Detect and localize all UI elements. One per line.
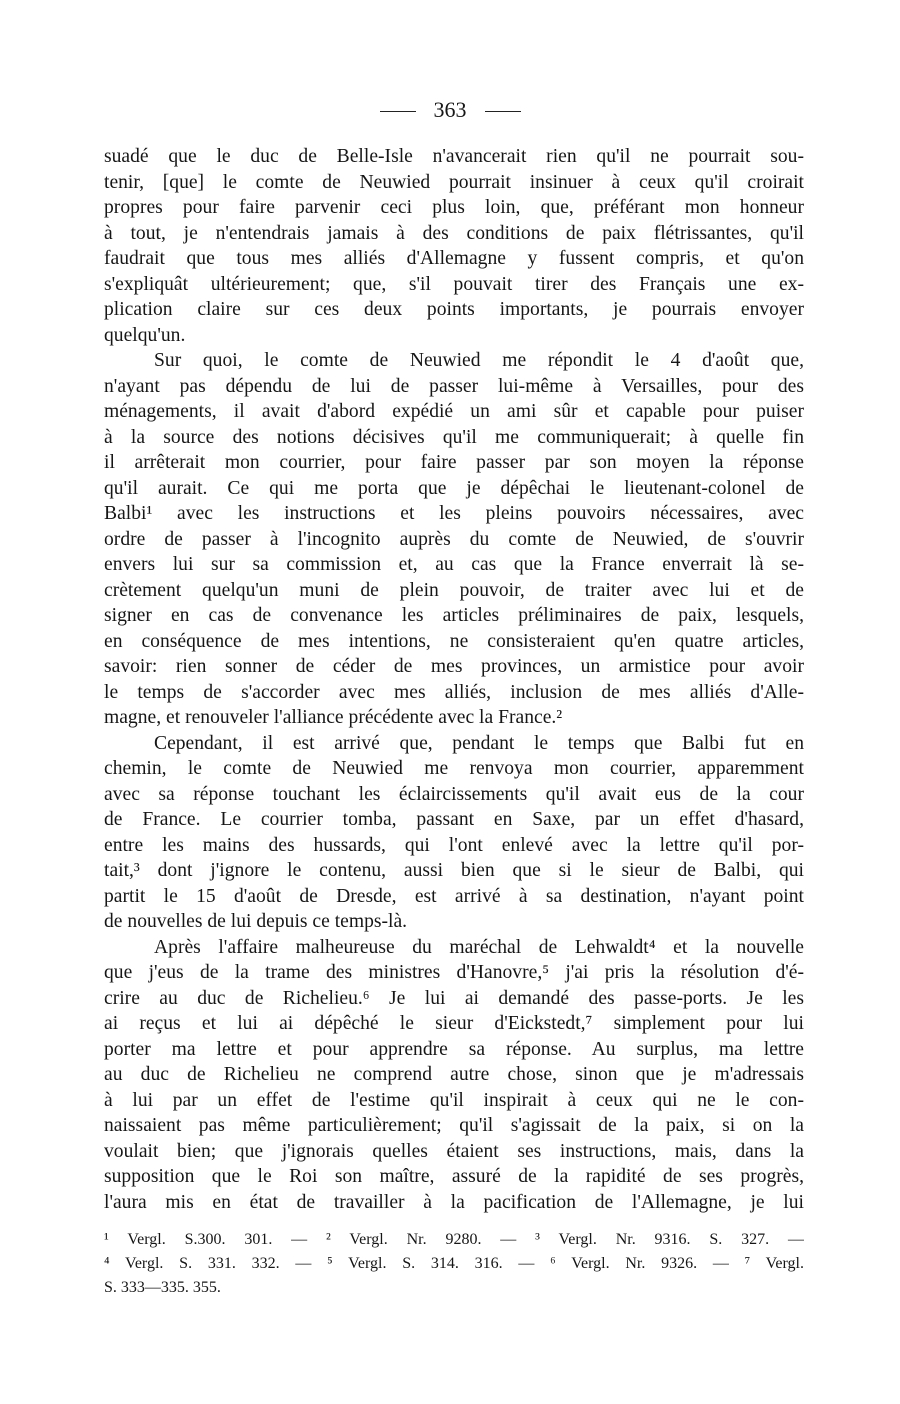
text-line: au duc de Richelieu ne comprend autre chose, sinon que je m'adressais <box>104 1064 804 1085</box>
text-line: le temps de s'accorder avec mes alliés, inclusion de mes alliés d'Alle- <box>104 681 804 703</box>
text-line: faudrait que tous mes alliés d'Allemagne y fussent compris, et qu'on <box>104 248 804 269</box>
text-line: crire au duc de Richelieu.⁶ Je lui ai demandé des passe-ports. Je les <box>104 987 804 1009</box>
text-line: ai reçus et lui ai dépêché le sieur d'Eickstedt,⁷ simplement pour lui <box>104 1013 804 1034</box>
text-line: avec sa réponse touchant les éclaircissements qu'il avait eus de la cour <box>104 783 804 805</box>
text-line: à la source des notions décisives qu'il me communiquerait; à quelle fin <box>104 426 804 448</box>
footnote-line: ¹ Vergl. S.300. 301. — ² Vergl. Nr. 9280. — ³ Vergl. Nr. 9316. S. 327. — <box>104 1231 804 1248</box>
text-line: n'ayant pas dépendu de lui de passer lui-même à Versailles, pour des <box>104 375 804 397</box>
page-number: 363 <box>433 97 467 122</box>
text-line: de nouvelles de lui depuis ce temps-là. <box>104 911 408 932</box>
text-line: tenir, [que] le comte de Neuwied pourrait insinuer à ceux qu'il croirait <box>104 171 804 193</box>
text-line: Après l'affaire malheureuse du maréchal de Lehwaldt⁴ et la nouvelle <box>154 936 804 958</box>
main-text <box>104 144 804 1215</box>
text-line: ménagements, il avait d'abord expédié un ami sûr et capable pour puiser <box>104 401 804 422</box>
text-line: Cependant, il est arrivé que, pendant le temps que Balbi fut en <box>154 732 804 754</box>
text-line: porter ma lettre et pour apprendre sa réponse. Au surplus, ma lettre <box>104 1038 804 1060</box>
text-line: crètement quelqu'un muni de plein pouvoir, de traiter avec lui et de <box>104 579 804 601</box>
text-line: ordre de passer à l'incognito auprès du comte de Neuwied, de s'ouvrir <box>104 528 804 550</box>
text-line: entre les mains des hussards, qui l'ont enlevé avec la lettre qu'il por- <box>104 834 804 856</box>
text-line: Sur quoi, le comte de Neuwied me répondit le 4 d'août que, <box>154 350 804 371</box>
text-line: s'expliquât ultérieurement; que, s'il pouvait tirer des Français une ex- <box>104 273 804 295</box>
text-line: partit le 15 d'août de Dresde, est arrivé à sa destination, n'ayant point <box>104 885 804 907</box>
text-line: de France. Le courrier tomba, passant en Saxe, par un effet d'hasard, <box>104 809 804 830</box>
header-dash-left <box>380 111 416 112</box>
text-line: suadé que le duc de Belle-Isle n'avancerait rien qu'il ne pourrait sou- <box>104 146 804 167</box>
text-line: tait,³ dont j'ignore le contenu, aussi bien que si le sieur de Balbi, qui <box>104 860 804 881</box>
text-line: Balbi¹ avec les instructions et les pleins pouvoirs nécessaires, avec <box>104 503 804 524</box>
text-line: savoir: rien sonner de céder de mes provinces, un armistice pour avoir <box>104 656 804 677</box>
text-line: à lui par un effet de l'estime qu'il inspirait à ceux qui ne le con- <box>104 1089 804 1111</box>
header-dash-right <box>485 111 521 112</box>
footnote-line: S. 333—335. 355. <box>104 1279 221 1296</box>
text-line: quelqu'un. <box>104 324 186 346</box>
text-line: l'aura mis en état de travailler à la pacification de l'Allemagne, je lui <box>104 1191 804 1213</box>
text-line: magne, et renouveler l'alliance précédente avec la France.² <box>104 707 563 728</box>
text-line: à tout, je n'entendrais jamais à des conditions de paix flétrissantes, qu'il <box>104 222 804 244</box>
text-line: propres pour faire parvenir ceci plus loin, que, préférant mon honneur <box>104 197 804 218</box>
text-line: chemin, le comte de Neuwied me renvoya mon courrier, apparemment <box>104 758 804 779</box>
footnote-line: ⁴ Vergl. S. 331. 332. — ⁵ Vergl. S. 314. 316. — ⁶ Vergl. Nr. 9326. — ⁷ Vergl. <box>104 1255 804 1272</box>
text-line: signer en cas de convenance les articles préliminaires de paix, lesquels, <box>104 605 804 626</box>
text-line: plication claire sur ces deux points importants, je pourrais envoyer <box>104 299 804 320</box>
text-line: voulait bien; que j'ignorais quelles étaient ses instructions, mais, dans la <box>104 1140 804 1162</box>
text-line: qu'il aurait. Ce qui me porta que je dépêchai le lieutenant-colonel de <box>104 477 804 499</box>
text-line: naissaient pas même particulièrement; qu'il s'agissait de la paix, si on la <box>104 1115 804 1136</box>
page-header <box>0 96 900 124</box>
text-line: supposition que le Roi son maître, assuré de la rapidité de ses progrès, <box>104 1166 804 1187</box>
text-line: envers lui sur sa commission et, au cas que la France enverrait là se- <box>104 554 804 575</box>
footnotes <box>104 1228 804 1300</box>
text-line: que j'eus de la trame des ministres d'Hanovre,⁵ j'ai pris la résolution d'é- <box>104 962 804 983</box>
text-line: il arrêterait mon courrier, pour faire passer par son moyen la réponse <box>104 452 804 473</box>
text-line: en conséquence de mes intentions, ne consisteraient qu'en quatre articles, <box>104 630 804 652</box>
